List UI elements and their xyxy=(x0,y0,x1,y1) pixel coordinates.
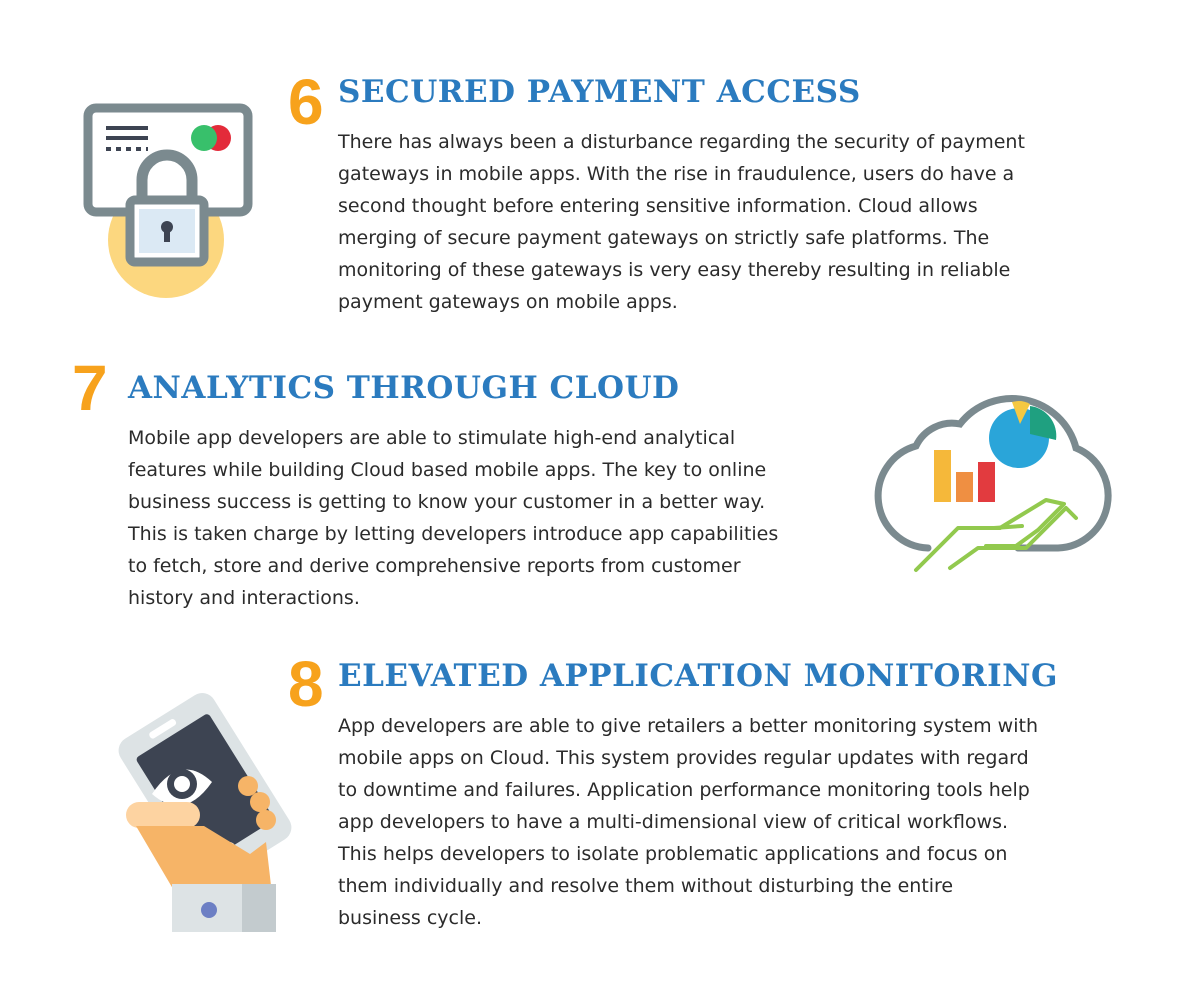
section-number: 7 xyxy=(72,352,108,424)
body-line: mobile apps on Cloud. This system provides regular updates with regard xyxy=(338,747,1029,769)
body-line: merging of secure payment gateways on strictly safe platforms. The xyxy=(338,227,990,249)
body-line: Mobile app developers are able to stimulate high-end analytical xyxy=(128,427,736,449)
body-line: This is taken charge by letting developers introduce app capabilities xyxy=(128,523,779,545)
body-line: features while building Cloud based mobile apps. The key to online xyxy=(128,459,767,481)
section-title: ANALYTICS THROUGH CLOUD xyxy=(128,370,680,406)
body-line: monitoring of these gateways is very easy thereby resulting in reliable xyxy=(338,259,1011,281)
body-line: them individually and resolve them without disturbing the entire xyxy=(338,875,954,897)
body-line: App developers are able to give retailers a better monitoring system with xyxy=(338,715,1038,737)
section-title: SECURED PAYMENT ACCESS xyxy=(338,74,861,110)
phone-eye-icon xyxy=(92,694,282,939)
body-line: to fetch, store and derive comprehensive reports from customer xyxy=(128,555,741,577)
body-line: history and interactions. xyxy=(128,587,360,609)
body-line: business cycle. xyxy=(338,907,482,929)
body-line: gateways in mobile apps. With the rise in fraudulence, users do have a xyxy=(338,163,1015,185)
body-line: business success is getting to know your customer in a better way. xyxy=(128,491,766,513)
body-line: to downtime and failures. Application performance monitoring tools help xyxy=(338,779,1030,801)
body-line: There has always been a disturbance regarding the security of payment xyxy=(338,131,1025,153)
section-body xyxy=(338,710,1038,934)
body-line: app developers to have a multi-dimensional view of critical workflows. xyxy=(338,811,1009,833)
body-line: This helps developers to isolate problematic applications and focus on xyxy=(338,843,1008,865)
section-number: 6 xyxy=(288,66,324,138)
section-number: 8 xyxy=(288,648,324,720)
body-line: payment gateways on mobile apps. xyxy=(338,291,678,313)
body-line: second thought before entering sensitive information. Cloud allows xyxy=(338,195,978,217)
section-title: ELEVATED APPLICATION MONITORING xyxy=(338,658,1058,694)
